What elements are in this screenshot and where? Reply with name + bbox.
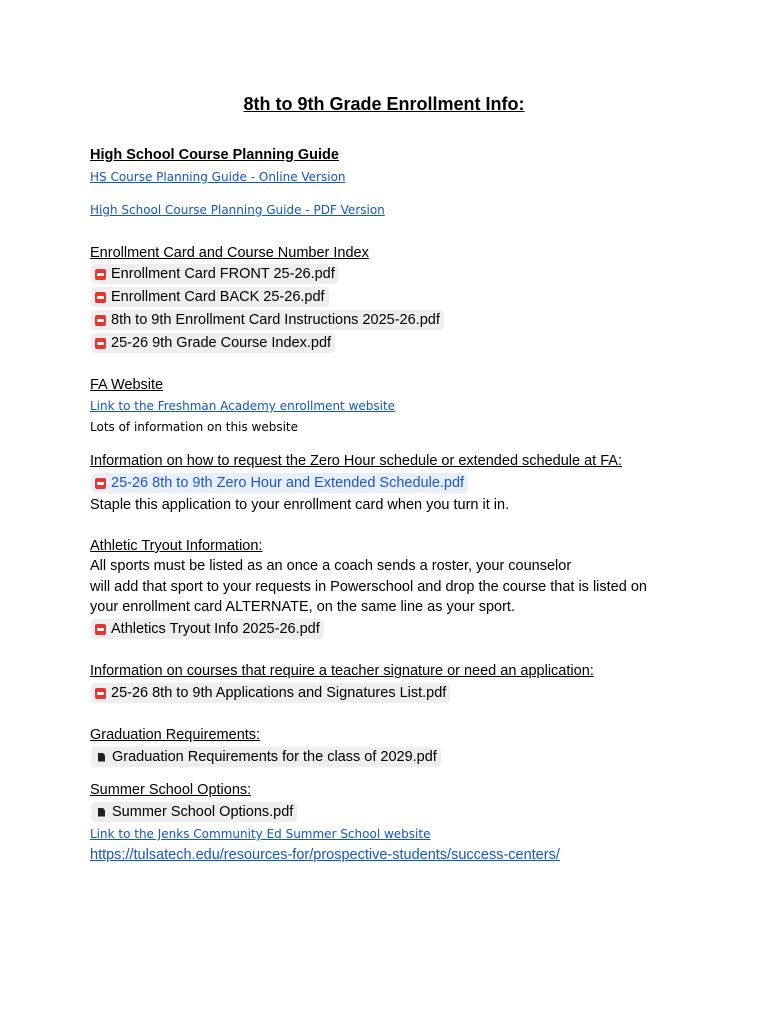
athletic-text-line: will add that sport to your requests in Powerschool and drop the course that is listed on <box>90 579 647 595</box>
pdf-file-icon <box>95 315 106 326</box>
file-name: Athletics Tryout Info 2025-26.pdf <box>111 621 320 637</box>
zero-hour-note: Staple this application to your enrollment card when you turn it in. <box>90 497 510 513</box>
summer-heading: Summer School Options: <box>90 782 252 798</box>
course-planning-online-link[interactable]: HS Course Planning Guide - Online Version <box>90 170 346 184</box>
course-index-file-chip[interactable] <box>91 333 335 353</box>
athletic-heading: Athletic Tryout Information: <box>90 538 263 554</box>
jenks-summer-link[interactable]: Link to the Jenks Community Ed Summer School website <box>90 827 431 841</box>
applications-heading: Information on courses that require a teacher signature or need an application: <box>90 663 594 679</box>
file-name: 25-26 8th to 9th Zero Hour and Extended Schedule.pdf <box>111 475 465 491</box>
zero-hour-heading: Information on how to request the Zero Hour schedule or extended schedule at FA: <box>90 453 622 469</box>
file-name: Graduation Requirements for the class of 2029.pdf <box>112 749 437 765</box>
file-name: 8th to 9th Enrollment Card Instructions 2025-26.pdf <box>111 312 440 328</box>
athletics-tryout-file-chip[interactable] <box>91 619 324 639</box>
fa-website-note: Lots of information on this website <box>90 420 299 434</box>
graduation-heading: Graduation Requirements: <box>90 727 261 743</box>
file-name: 25-26 8th to 9th Applications and Signatures List.pdf <box>111 685 447 701</box>
enrollment-front-file-chip[interactable] <box>91 264 339 284</box>
fa-website-heading: FA Website <box>90 377 164 393</box>
pdf-file-icon <box>95 624 106 635</box>
pdf-file-icon <box>95 269 106 280</box>
course-planning-heading: High School Course Planning Guide <box>90 147 339 163</box>
page-title: 8th to 9th Grade Enrollment Info: <box>243 94 525 114</box>
file-name: 25-26 9th Grade Course Index.pdf <box>111 335 332 351</box>
file-name: Enrollment Card FRONT 25-26.pdf <box>111 266 335 282</box>
document-file-icon <box>98 808 105 817</box>
pdf-file-icon <box>95 292 106 303</box>
pdf-file-icon <box>95 688 106 699</box>
enrollment-instructions-file-chip[interactable] <box>91 310 444 330</box>
fa-enrollment-link[interactable]: Link to the Freshman Academy enrollment website <box>90 399 396 413</box>
pdf-file-icon <box>95 478 106 489</box>
file-name: Summer School Options.pdf <box>112 804 294 820</box>
athletic-text-line: your enrollment card ALTERNATE, on the same line as your sport. <box>90 599 515 615</box>
graduation-file-chip[interactable] <box>91 747 441 767</box>
tulsatech-link[interactable]: https://tulsatech.edu/resources-for/prospective-students/success-centers/ <box>90 847 560 863</box>
enrollment-back-file-chip[interactable] <box>91 287 329 307</box>
applications-file-chip[interactable] <box>91 683 450 703</box>
athletic-text-line: All sports must be listed as an once a coach sends a roster, your counselor <box>90 558 572 574</box>
pdf-file-icon <box>95 338 106 349</box>
zero-hour-file-chip[interactable] <box>91 473 468 493</box>
document-file-icon <box>98 753 105 762</box>
file-name: Enrollment Card BACK 25-26.pdf <box>111 289 325 305</box>
summer-file-chip[interactable] <box>91 802 297 822</box>
course-planning-pdf-link[interactable]: High School Course Planning Guide - PDF Version <box>90 203 385 217</box>
enrollment-heading: Enrollment Card and Course Number Index <box>90 245 369 261</box>
